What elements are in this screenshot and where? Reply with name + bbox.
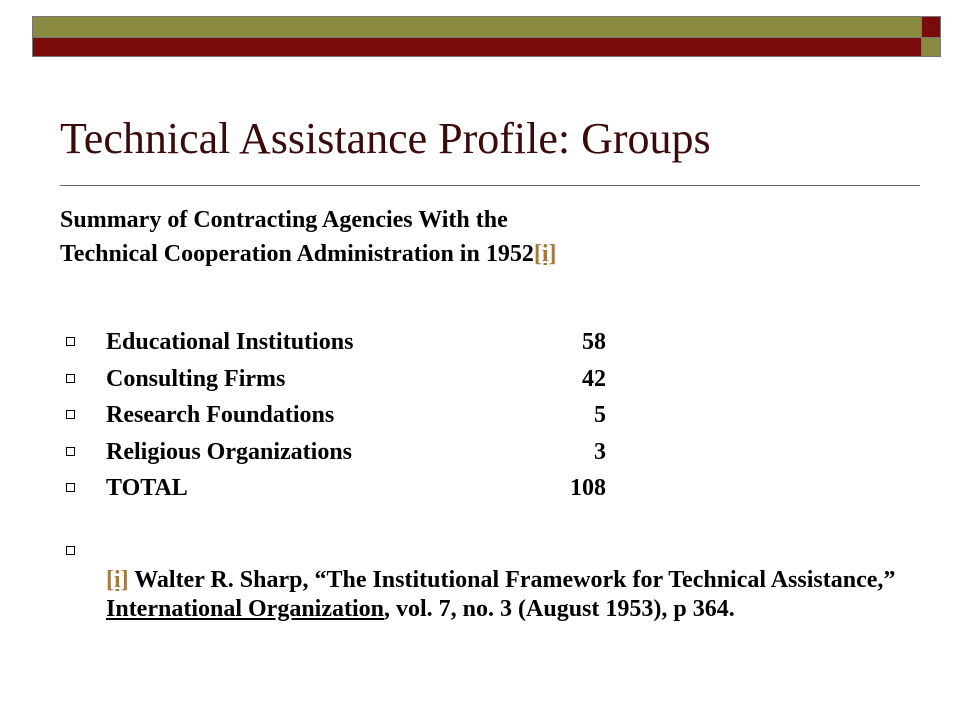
slide-title: Technical Assistance Profile: Groups (60, 114, 711, 163)
footnote-text-after: , vol. 7, no. 3 (August 1953), p 364. (384, 596, 735, 622)
footnote-text-before: Walter R. Sharp, “The Institutional Framework for Technical Assistance,” (128, 567, 896, 593)
summary-heading (60, 203, 556, 271)
hollow-square-bullet-icon (66, 374, 75, 383)
footnote-ref-link[interactable]: [i] (106, 567, 129, 593)
summary-line-1: Summary of Contracting Agencies With the (60, 207, 508, 233)
item-label: Religious Organizations (106, 438, 353, 465)
footnote (106, 566, 906, 624)
item-label: Research Foundations (106, 402, 335, 428)
footnote-bullet (66, 542, 86, 562)
top-bar-red-square (921, 16, 941, 38)
top-bar-red-stripe (32, 38, 922, 57)
footnote-journal-title: International Organization (106, 596, 385, 622)
hollow-square-bullet-icon (66, 337, 75, 346)
top-bar-olive-square (921, 38, 941, 57)
item-value: 58 (582, 329, 606, 355)
title-divider (60, 185, 920, 186)
item-value: 108 (570, 475, 606, 501)
summary-footnote-link[interactable]: [i] (533, 241, 557, 267)
hollow-square-bullet-icon (66, 447, 75, 456)
hollow-square-bullet-icon (66, 483, 75, 492)
item-label: TOTAL (106, 475, 188, 501)
top-decorative-bar (0, 0, 960, 70)
summary-line-2-text: Technical Cooperation Administration in 1952 (60, 241, 534, 267)
top-bar-olive-stripe (32, 16, 922, 38)
item-label: Consulting Firms (106, 365, 286, 392)
hollow-square-bullet-icon (66, 546, 75, 555)
item-value: 3 (594, 438, 606, 465)
item-value: 42 (582, 365, 606, 392)
summary-line-2 (60, 237, 556, 271)
item-label: Educational Institutions (106, 329, 354, 355)
item-value: 5 (594, 402, 606, 428)
hollow-square-bullet-icon (66, 410, 75, 419)
